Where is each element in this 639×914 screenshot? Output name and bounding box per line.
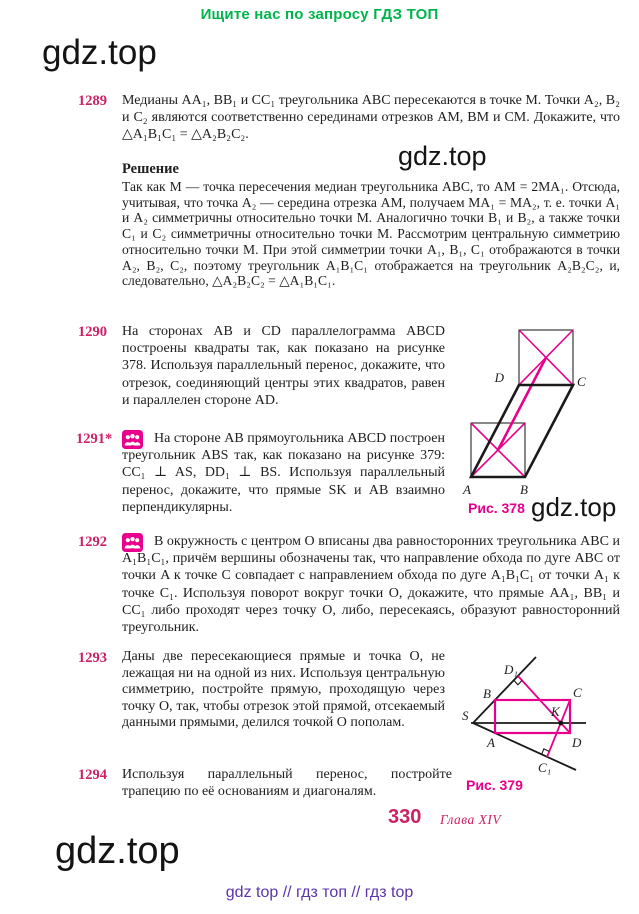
- lines-through-s: [471, 657, 586, 770]
- problem-text-1293: Даны две пересекающиеся прямые и точка O, не лежащая ни на одной из них. Используя центральную симметрию, постройте прямую, проходящую через точку O, так, чтобы отрезок этой прямой, отсекаемый данными прямыми, делился точкой O пополам.: [122, 649, 445, 731]
- fig379-label-c: C: [573, 685, 582, 700]
- fig379-label-c1: C₁: [538, 760, 552, 775]
- problem-number-1291: 1291*: [76, 431, 113, 447]
- parallelogram-abcd: [471, 385, 573, 477]
- watermark-middle: gdz.top: [398, 141, 487, 171]
- promo-header: Ищите нас по запросу ГДЗ ТОП: [200, 6, 439, 23]
- problem-text-1289: Медианы AA₁, BB₁ и CC₁ треугольника ABC пересекаются в точке M. Точки A₂, B₂ и C₂ являются соответственно серединами отрезков AM, BM и CM. Докажите, что △A₁B₁C₁ = △A₂B₂C₂.: [122, 93, 620, 143]
- fig378-label-a: A: [463, 482, 471, 497]
- fig379-label-d1: D₁: [504, 662, 518, 677]
- fig379-label-k: K: [551, 704, 560, 719]
- problem-number-1294: 1294: [78, 767, 107, 783]
- point-k: [558, 721, 563, 726]
- problem-text-1294: Используя параллельный перенос, постройте трапецию по её основаниям и диагоналям.: [122, 767, 452, 800]
- problem-number-1289: 1289: [78, 93, 107, 109]
- watermark-figure-378: gdz.top: [531, 492, 617, 522]
- problem-number-1290: 1290: [78, 324, 107, 340]
- solution-heading: Решение: [122, 161, 179, 177]
- footer-links: gdz top // гдз топ // гдз top: [225, 884, 414, 901]
- fig379-label-b: B: [483, 686, 491, 701]
- fig378-label-b: B: [520, 482, 528, 497]
- fig379-label-a: A: [487, 735, 495, 750]
- figure-378-caption: Рис. 378: [468, 500, 525, 516]
- chapter-label: Глава XIV: [440, 812, 502, 827]
- fig378-label-d: D: [494, 370, 504, 385]
- solution-text: Так как M — точка пересечения медиан треугольника ABC, то AM = 2MA₁. Отсюда, учитывая, что точка A₂ — середина отрезка AM, получаем MA₁ = MA₂, т. е. точки A₁ и A₂ симметричны относительно точки M. Аналогично точки B₁ и B₂, а также точки C₁ и C₂ симметричны относительно точки M. Рассмотрим центральную симметрию относительно точки M. При этой симметрии точки A₁, B₁, C₁ отображаются в точки A₂, B₂, C₂, поэтому треугольник A₁B₁C₁ отображается на треугольник A₂B₂C₂, и, следовательно, △A₂B₂C₂ = △A₁B₁C₁.: [122, 179, 620, 289]
- figure-378-drawing: [455, 322, 635, 498]
- problem-text-1290: На сторонах AB и CD параллелограмма ABCD построены квадраты так, как показано на рисунке 378. Используя параллельный перенос, докажите, что отрезок, соединяющий центры этих квадратов, равен и параллелен стороне AD.: [122, 324, 445, 408]
- centers-segment: [498, 358, 546, 451]
- problem-text-1292: В окружность с центром O вписаны два равносторонних треугольника ABC и A₁B₁C₁, причём вершины обозначены так, что направление обхода по дуге ABC от точки A к точке C совпадает с направлением обхода по дуге A₁B₁C₁ от точки A₁ к точке C₁. Используя поворот вокруг точки O, докажите, что прямые AA₁, BB₁ и CC₁ либо проходят через точку O, либо, пересекаясь, образуют равносторонний треугольник.: [122, 534, 620, 636]
- figure-379-drawing: [456, 648, 638, 776]
- watermark-bottom-left: gdz.top: [55, 830, 180, 872]
- page-number: 330: [388, 806, 422, 828]
- figure-379-caption: Рис. 379: [466, 777, 523, 793]
- problem-number-1293: 1293: [78, 650, 107, 666]
- problem-text-1291: На стороне AB прямоугольника ABCD построен треугольник ABS так, как показано на рисунке 379: CC₁ ⊥ AS, DD₁ ⊥ BS. Используя параллельный перенос, докажите, что прямые SK и AB взаимно перпендикулярны.: [122, 431, 445, 515]
- perpendicular-segments: [518, 676, 570, 757]
- watermark-top-left: gdz.top: [42, 33, 157, 72]
- problem-number-1292: 1292: [78, 534, 107, 550]
- fig379-label-d: D: [572, 735, 582, 750]
- fig379-label-s: S: [462, 708, 469, 723]
- fig378-label-c: C: [577, 374, 586, 389]
